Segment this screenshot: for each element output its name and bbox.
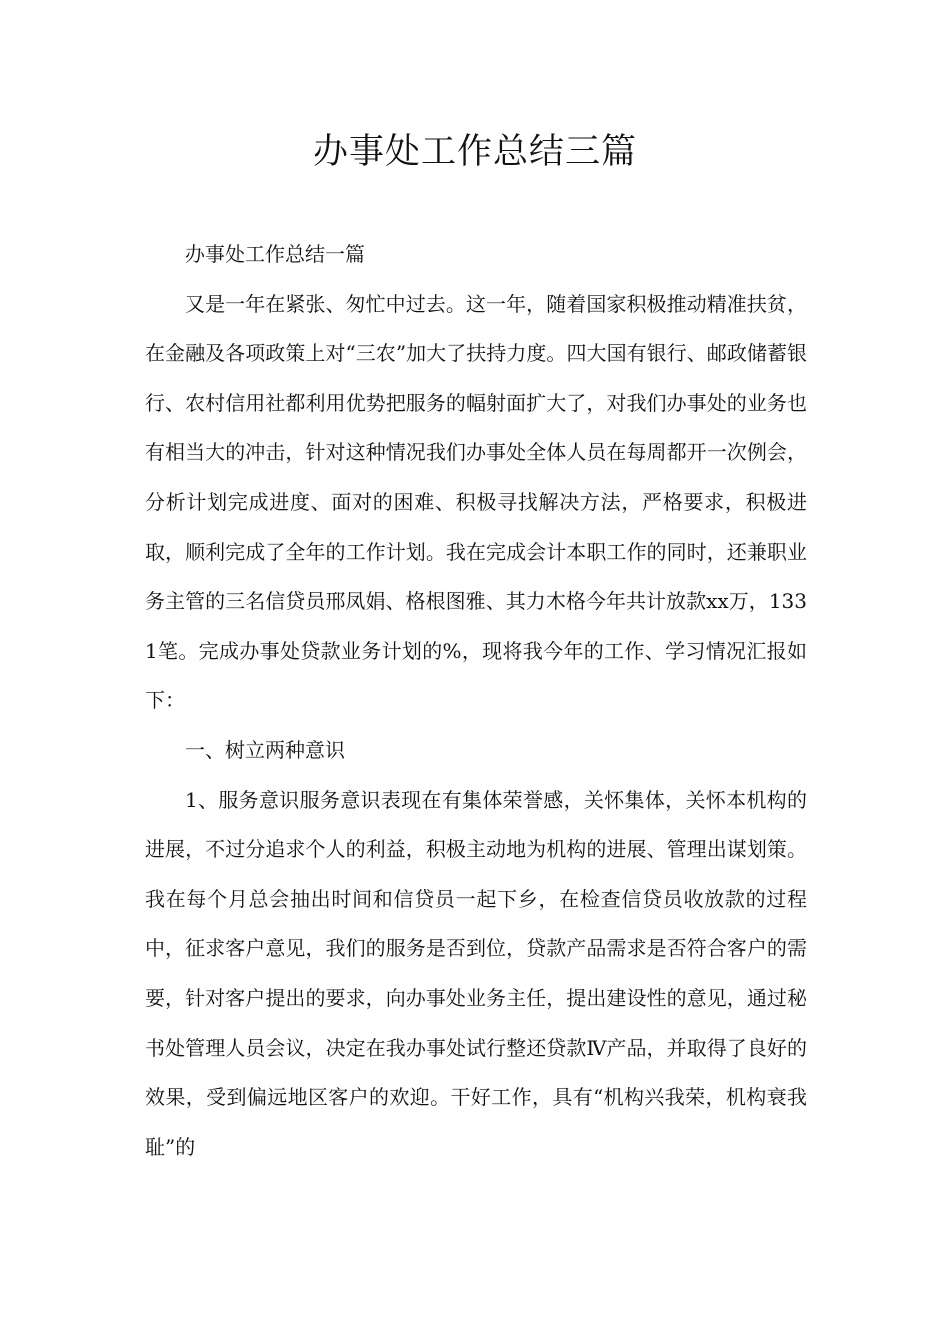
document-body: [145, 230, 807, 1172]
section-heading: 办事处工作总结一篇: [185, 242, 365, 266]
section-heading: 一、树立两种意识: [185, 737, 345, 762]
document-title: 办事处工作总结三篇: [312, 132, 637, 172]
paragraph: 1、服务意识服务意识表现在有集体荣誉感，关怀集体，关怀本机构的进展，不过分追求个人的利益，积极主动地为机构的进展、管理出谋划策。我在每个月总会抽出时间和信贷员一起下乡，在检查信贷员收放款的过程中，征求客户意见，我们的服务是否到位，贷款产品需求是否符合客户的需要，针对客户提出的要求，向办事处业务主任，提出建设性的意见，通过秘书处管理人员会议，决定在我办事处试行整还贷款Ⅳ产品，并取得了良好的效果，受到偏远地区客户的欢迎。干好工作，具有“机构兴我荣，机构衰我耻”的: [145, 787, 807, 1159]
paragraph: 又是一年在紧张、匆忙中过去。这一年，随着国家积极推动精准扶贫，在金融及各项政策上对“三农”加大了扶持力度。四大国有银行、邮政储蓄银行、农村信用社都利用优势把服务的幅射面扩大了，对我们办事处的业务也有相当大的冲击，针对这种情况我们办事处全体人员在每周都开一次例会，分析计划完成进度、面对的困难、积极寻找解决方法，严格要求，积极进取，顺利完成了全年的工作计划。我在完成会计本职工作的同时，还兼职业务主管的三名信贷员邢凤娟、格根图雅、其力木格今年共计放款xx万，1331笔。完成办事处贷款业务计划的%，现将我今年的工作、学习情况汇报如下：: [145, 291, 807, 713]
